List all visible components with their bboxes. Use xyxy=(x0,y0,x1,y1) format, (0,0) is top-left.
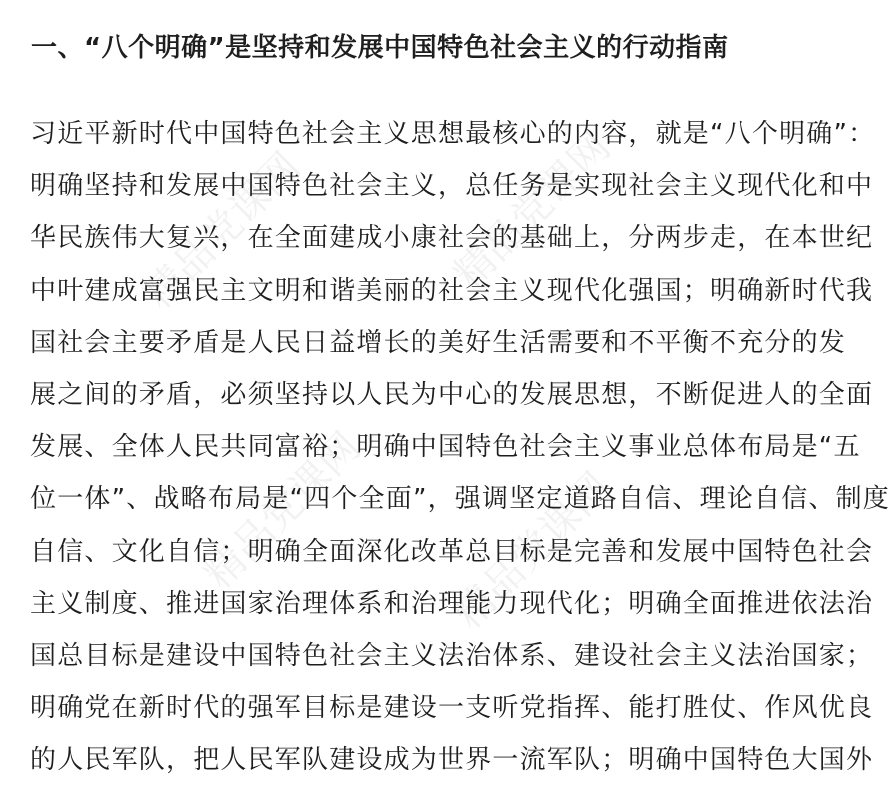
section-heading: 一、“八个明确”是坚持和发展中国特色社会主义的行动指南 xyxy=(31,33,729,63)
body-paragraph xyxy=(30,108,890,786)
text-line: 中叶建成富强民主文明和谐美丽的社会主义现代化强国；明确新时代我 xyxy=(30,275,874,306)
watermark: 精品党课网 xyxy=(445,124,620,298)
text-line: 位一体”、战略布局是“四个全面”，强调坚定道路自信、理论自信、制度 xyxy=(30,484,890,515)
text-line: 国总目标是建设中国特色社会主义法治体系、建设社会主义法治国家； xyxy=(30,640,874,671)
watermark: 精品党课网 xyxy=(135,144,310,318)
text-line: 明确坚持和发展中国特色社会主义，总任务是实现社会主义现代化和中 xyxy=(30,171,874,202)
text-line: 主义制度、推进国家治理体系和治理能力现代化；明确全面推进依法治 xyxy=(30,588,874,619)
text-line: 国社会主要矛盾是人民日益增长的美好生活需要和不平衡不充分的发 xyxy=(30,327,847,358)
text-line: 自信、文化自信；明确全面深化改革总目标是完善和发展中国特色社会 xyxy=(30,536,874,567)
text-line: 明确党在新时代的强军目标是建设一支听党指挥、能打胜仗、作风优良 xyxy=(30,693,874,724)
text-line: 的人民军队，把人民军队建设成为世界一流军队；明确中国特色大国外 xyxy=(30,745,874,776)
text-line: 发展、全体人民共同富裕；明确中国特色社会主义事业总体布局是“五 xyxy=(30,432,861,463)
watermark: 精品党课网 xyxy=(445,464,620,638)
text-line: 华民族伟大复兴，在全面建成小康社会的基础上，分两步走，在本世纪 xyxy=(30,223,874,254)
watermark: 精品党课网 xyxy=(195,424,370,598)
text-line: 习近平新时代中国特色社会主义思想最核心的内容，就是“八个明确”： xyxy=(30,119,876,149)
text-line: 展之间的矛盾，必须坚持以人民为中心的发展思想，不断促进人的全面 xyxy=(30,379,874,410)
